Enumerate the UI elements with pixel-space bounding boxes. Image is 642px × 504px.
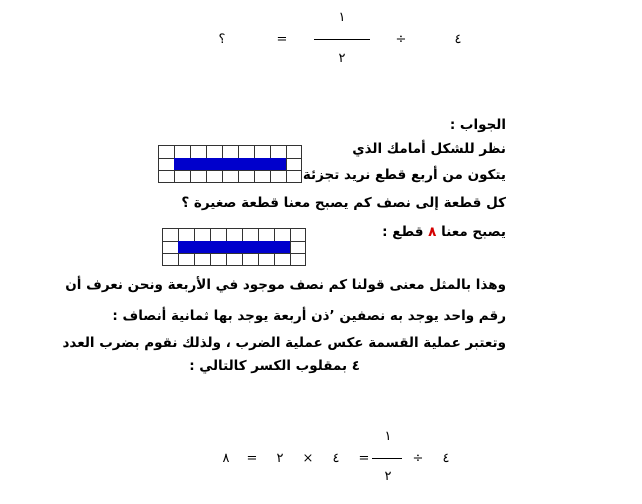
bottom-factor-b: ٢	[276, 451, 284, 466]
bottom-factor-a: ٤	[332, 451, 340, 466]
answer-label: الجواب :	[449, 117, 506, 133]
top-fraction-bar	[314, 39, 370, 40]
paragraph-line-1: وهذا بالمثل معنى قولنا كم نصف موجود في الأربعة ونحن نعرف أن	[65, 277, 506, 293]
top-division-sign: ÷	[395, 32, 407, 47]
grid-eight-pieces	[162, 228, 306, 266]
text-becomes-eight	[382, 224, 506, 240]
paragraph-line-2: رقم واحد يوجد به نصفين ’ذن أربعة يوجد بها ثمانية أنصاف :	[112, 308, 506, 324]
paragraph-line-3: وتعتبر عملية القسمة عكس عملية الضرب ، ولذلك نقوم بضرب العدد	[62, 335, 506, 351]
blue-strip-4	[174, 158, 286, 170]
text-question: كل قطعة إلى نصف كم يصبح معنا قطعة صغيرة ؟	[181, 195, 506, 211]
blue-strip-8	[178, 241, 290, 253]
top-dividend: ٤	[454, 32, 462, 47]
bottom-dividend: ٤	[442, 451, 450, 466]
bottom-equals-2: =	[246, 451, 258, 466]
bottom-result: ٨	[222, 451, 230, 466]
becomes-prefix: يصبح معنا	[441, 224, 506, 240]
becomes-number: ٨	[428, 224, 437, 240]
grid-four-pieces	[158, 145, 302, 183]
bottom-times-sign: ×	[302, 451, 314, 466]
bottom-denominator: ٢	[384, 469, 392, 484]
text-four-pieces: يتكون من أربع قطع نريد تجزئة	[302, 167, 506, 183]
top-equals-sign: =	[276, 32, 288, 47]
bottom-fraction-bar	[372, 458, 402, 459]
paragraph-line-4: ٤ بمقلوب الكسر كالتالي :	[189, 358, 360, 374]
bottom-numerator: ١	[384, 429, 392, 444]
top-denominator: ٢	[338, 51, 346, 66]
top-result: ؟	[218, 32, 226, 47]
top-numerator: ١	[338, 10, 346, 25]
bottom-division-sign: ÷	[412, 451, 424, 466]
bottom-equals-1: =	[358, 451, 370, 466]
becomes-suffix: قطع :	[382, 224, 424, 240]
text-look-at-shape: نظر للشكل أمامك الذي	[352, 141, 506, 157]
